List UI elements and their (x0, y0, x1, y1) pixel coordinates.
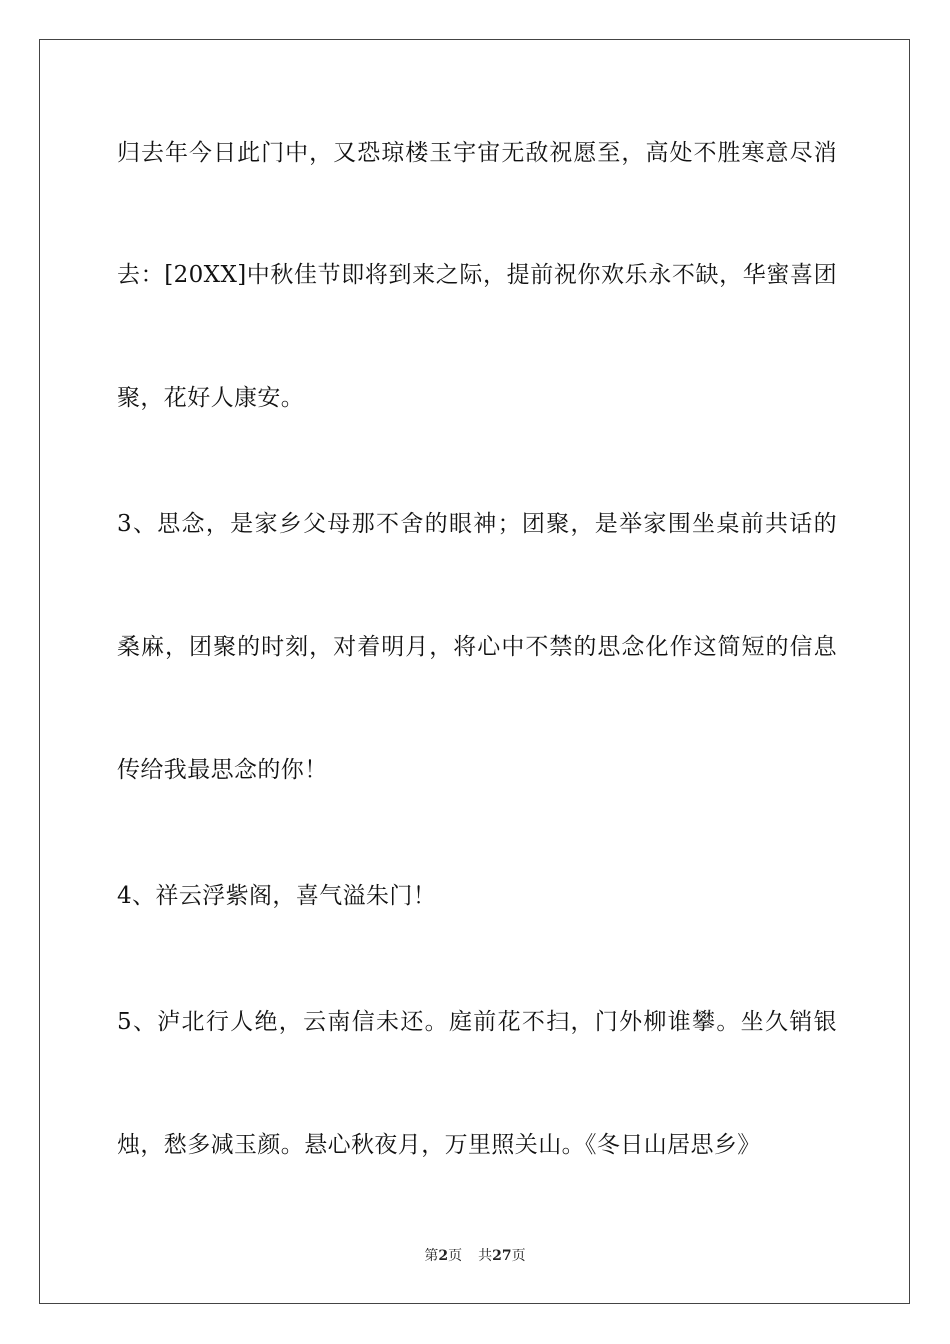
body-line-8: 5、泸北行人绝，云南信未还。庭前花不扫，门外柳谁攀。坐久销银 (117, 1009, 837, 1035)
page-frame (39, 39, 910, 1304)
body-line-6: 传给我最思念的你！ (117, 757, 328, 783)
footer-current-page: 2 (438, 1248, 449, 1264)
body-line-3: 聚，花好人康安。 (117, 385, 305, 411)
footer-total-pages: 27 (492, 1248, 512, 1264)
body-line-7: 4、祥云浮紫阁，喜气溢朱门！ (117, 883, 437, 909)
footer-page-prefix: 第 (424, 1248, 439, 1264)
body-line-1: 归去年今日此门中，又恐琼楼玉宇宙无敌祝愿至，高处不胜寒意尽消 (117, 140, 837, 166)
footer-total-suffix: 页 (511, 1248, 526, 1264)
body-line-9: 烛，愁多减玉颜。悬心秋夜月，万里照关山。《冬日山居思乡》 (117, 1132, 761, 1158)
footer-total-prefix: 共 (478, 1248, 493, 1264)
page-footer (0, 1246, 950, 1266)
footer-page-suffix: 页 (448, 1248, 463, 1264)
body-line-2: 去：[20XX]中秋佳节即将到来之际，提前祝你欢乐永不缺，华蜜喜团 (117, 262, 837, 288)
body-line-5: 桑麻，团聚的时刻，对着明月，将心中不禁的思念化作这简短的信息 (117, 634, 837, 660)
body-line-4: 3、思念，是家乡父母那不舍的眼神；团聚，是举家围坐桌前共话的 (117, 511, 837, 537)
